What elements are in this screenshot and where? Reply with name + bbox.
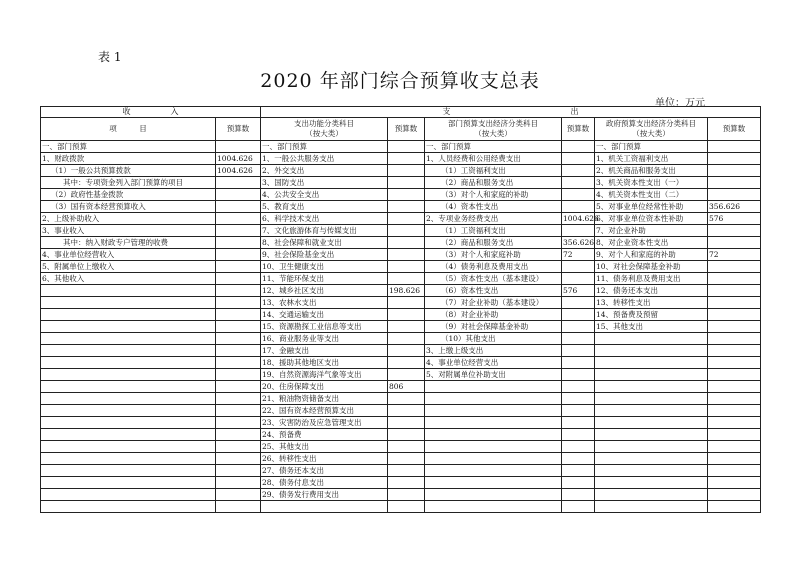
table-row (41, 429, 761, 441)
row-item-cell: 其中：纳入财政专户管理的收费 (41, 237, 216, 249)
row-amount-cell (708, 441, 761, 453)
row-item-cell: 5、教育支出 (261, 201, 388, 213)
row-item-cell (425, 489, 562, 501)
row-item-cell: 一、部门预算 (261, 141, 388, 153)
row-amount-cell (388, 405, 425, 417)
row-item-cell: 28、债务付息支出 (261, 477, 388, 489)
row-item-cell: 3、国防支出 (261, 177, 388, 189)
row-item-cell: 一、部门预算 (595, 141, 708, 153)
row-amount-cell (216, 237, 261, 249)
row-item-cell (41, 453, 216, 465)
table-row (41, 141, 761, 153)
header-row-columns (41, 118, 761, 141)
row-item-cell (425, 501, 562, 513)
row-item-cell: （8）对企业补助 (425, 309, 562, 321)
row-amount-cell (562, 429, 595, 441)
row-amount-cell (388, 333, 425, 345)
row-item-cell: （7）对企业补助（基本建设） (425, 297, 562, 309)
row-amount-cell (388, 441, 425, 453)
table-row (41, 261, 761, 273)
row-item-cell (41, 297, 216, 309)
row-amount-cell: 1004.626 (216, 153, 261, 165)
row-amount-cell (388, 249, 425, 261)
row-item-cell: 8、对企业资本性支出 (595, 237, 708, 249)
header-row-top (41, 107, 761, 118)
row-amount-cell (388, 237, 425, 249)
row-item-cell (425, 441, 562, 453)
row-item-cell: 12、债务还本支出 (595, 285, 708, 297)
row-amount-cell (388, 393, 425, 405)
row-amount-cell (562, 273, 595, 285)
row-item-cell: （3）国有资本经营预算收入 (41, 201, 216, 213)
row-item-cell (425, 405, 562, 417)
row-item-cell (595, 465, 708, 477)
row-amount-cell (388, 297, 425, 309)
row-amount-cell (216, 405, 261, 417)
table-label: 表 1 (98, 50, 122, 64)
row-amount-cell (216, 477, 261, 489)
row-amount-cell (562, 345, 595, 357)
row-amount-cell (216, 225, 261, 237)
row-item-cell: 10、卫生健康支出 (261, 261, 388, 273)
row-amount-cell (216, 201, 261, 213)
row-item-cell: 6、其他收入 (41, 273, 216, 285)
table-row (41, 393, 761, 405)
row-amount-cell (562, 417, 595, 429)
row-amount-cell: 576 (562, 285, 595, 297)
row-amount-cell (708, 393, 761, 405)
row-item-cell: 24、预备费 (261, 429, 388, 441)
row-amount-cell (708, 321, 761, 333)
row-amount-cell (708, 153, 761, 165)
row-item-cell: （6）资本性支出 (425, 285, 562, 297)
table-row (41, 333, 761, 345)
row-amount-cell (562, 357, 595, 369)
row-item-cell: 4、事业单位经营收入 (41, 249, 216, 261)
table-row (41, 201, 761, 213)
row-amount-cell (562, 297, 595, 309)
row-amount-cell (388, 489, 425, 501)
row-item-cell: 14、交通运输支出 (261, 309, 388, 321)
row-item-cell (595, 417, 708, 429)
income-header: 收 入 (41, 107, 261, 118)
row-amount-cell (562, 441, 595, 453)
row-amount-cell (388, 357, 425, 369)
row-amount-cell (388, 177, 425, 189)
unit-label: 单位：万元 (655, 98, 705, 109)
row-amount-cell (388, 453, 425, 465)
row-amount-cell (562, 405, 595, 417)
row-item-cell: （2）商品和服务支出 (425, 237, 562, 249)
row-amount-cell (388, 501, 425, 513)
table-row (41, 189, 761, 201)
row-amount-cell (388, 429, 425, 441)
row-item-cell: 6、对事业单位资本性补助 (595, 213, 708, 225)
table-row (41, 381, 761, 393)
table-row (41, 477, 761, 489)
table-row (41, 417, 761, 429)
row-amount-cell (562, 393, 595, 405)
row-item-cell (41, 417, 216, 429)
row-item-cell: （3）对个人和家庭补助 (425, 249, 562, 261)
row-item-cell (425, 381, 562, 393)
row-amount-cell (708, 501, 761, 513)
row-amount-cell (562, 225, 595, 237)
row-amount-cell (708, 489, 761, 501)
row-item-cell: 10、对社会保障基金补助 (595, 261, 708, 273)
row-item-cell (41, 441, 216, 453)
row-item-cell (261, 501, 388, 513)
expense-header: 支 出 (261, 107, 761, 118)
row-item-cell: （4）债务利息及费用支出 (425, 261, 562, 273)
table-row (41, 273, 761, 285)
row-amount-cell (708, 285, 761, 297)
row-amount-cell (388, 213, 425, 225)
row-item-cell: 20、住房保障支出 (261, 381, 388, 393)
table-row (41, 489, 761, 501)
row-amount-cell (562, 309, 595, 321)
row-item-cell (595, 381, 708, 393)
row-item-cell: 7、文化旅游体育与传媒支出 (261, 225, 388, 237)
row-amount-cell (562, 189, 595, 201)
row-item-cell (41, 477, 216, 489)
row-amount-cell (708, 237, 761, 249)
row-item-cell: 9、社会保险基金支出 (261, 249, 388, 261)
row-amount-cell (708, 189, 761, 201)
row-amount-cell (216, 189, 261, 201)
row-item-cell: 15、其他支出 (595, 321, 708, 333)
row-amount-cell (388, 153, 425, 165)
row-amount-cell (708, 429, 761, 441)
row-amount-cell (708, 273, 761, 285)
row-item-cell (425, 453, 562, 465)
table-row (41, 501, 761, 513)
row-item-cell: （1）工资福利支出 (425, 225, 562, 237)
row-item-cell (595, 357, 708, 369)
table-row (41, 465, 761, 477)
row-item-cell: 1、财政拨款 (41, 153, 216, 165)
row-amount-cell: 806 (388, 381, 425, 393)
row-amount-cell (388, 465, 425, 477)
row-item-cell: 17、金融支出 (261, 345, 388, 357)
table-row (41, 249, 761, 261)
amount-header: 预算数 (388, 118, 425, 141)
row-item-cell: 3、上缴上级支出 (425, 345, 562, 357)
row-item-cell: （10）其他支出 (425, 333, 562, 345)
row-amount-cell (216, 297, 261, 309)
row-amount-cell (216, 417, 261, 429)
row-item-cell: 7、对企业补助 (595, 225, 708, 237)
row-amount-cell (216, 501, 261, 513)
row-item-cell: 2、专项业务经费支出 (425, 213, 562, 225)
row-amount-cell (562, 261, 595, 273)
row-item-cell (595, 429, 708, 441)
row-item-cell (595, 369, 708, 381)
budget-summary-table (40, 106, 761, 513)
row-item-cell (595, 501, 708, 513)
row-item-cell (595, 441, 708, 453)
table-row (41, 369, 761, 381)
row-item-cell: 11、节能环保支出 (261, 273, 388, 285)
row-item-cell: 22、国有资本经营预算支出 (261, 405, 388, 417)
row-amount-cell: 198.626 (388, 285, 425, 297)
row-amount-cell (216, 213, 261, 225)
row-amount-cell (708, 381, 761, 393)
row-item-cell (595, 477, 708, 489)
row-amount-cell (708, 465, 761, 477)
row-amount-cell (708, 345, 761, 357)
row-amount-cell (216, 381, 261, 393)
row-item-cell: 1、一般公共服务支出 (261, 153, 388, 165)
table-row (41, 165, 761, 177)
row-item-cell: （1）工资福利支出 (425, 165, 562, 177)
row-amount-cell (562, 333, 595, 345)
row-item-cell: 16、商业服务业等支出 (261, 333, 388, 345)
row-item-cell (41, 333, 216, 345)
row-amount-cell (216, 429, 261, 441)
row-item-cell: 8、社会保障和就业支出 (261, 237, 388, 249)
row-item-cell (41, 369, 216, 381)
table-row (41, 177, 761, 189)
row-amount-cell (216, 273, 261, 285)
document-title: 2020 年部门综合预算收支总表 (260, 70, 540, 92)
row-item-cell: （4）资本性支出 (425, 201, 562, 213)
row-item-cell: （1）一般公共预算拨款 (41, 165, 216, 177)
row-amount-cell (216, 141, 261, 153)
row-amount-cell (216, 321, 261, 333)
row-amount-cell (562, 381, 595, 393)
row-amount-cell (216, 357, 261, 369)
row-amount-cell (216, 453, 261, 465)
row-amount-cell (216, 177, 261, 189)
table-row (41, 237, 761, 249)
table-row (41, 153, 761, 165)
row-item-cell: （3）对个人和家庭的补助 (425, 189, 562, 201)
row-amount-cell (388, 417, 425, 429)
row-amount-cell (562, 465, 595, 477)
row-item-cell: 一、部门预算 (425, 141, 562, 153)
row-amount-cell (708, 297, 761, 309)
row-amount-cell (216, 249, 261, 261)
row-amount-cell (388, 201, 425, 213)
row-item-cell (595, 405, 708, 417)
row-amount-cell (216, 261, 261, 273)
row-item-cell (41, 345, 216, 357)
row-item-cell: 4、事业单位经营支出 (425, 357, 562, 369)
row-item-cell (595, 453, 708, 465)
row-item-cell (41, 309, 216, 321)
row-item-cell (595, 489, 708, 501)
row-amount-cell (708, 357, 761, 369)
row-item-cell: 25、其他支出 (261, 441, 388, 453)
item-header: 项 目 (41, 118, 216, 141)
func-class-header: 支出功能分类科目 （按大类） (261, 118, 388, 141)
table-row (41, 285, 761, 297)
row-item-cell: 11、债务利息及费用支出 (595, 273, 708, 285)
table-row (41, 405, 761, 417)
row-amount-cell (388, 477, 425, 489)
row-amount-cell (708, 261, 761, 273)
row-item-cell: （5）资本性支出（基本建设） (425, 273, 562, 285)
table-body (41, 141, 761, 513)
dept-econ-header: 部门预算支出经济分类科目 （按大类） (425, 118, 562, 141)
row-item-cell (595, 333, 708, 345)
row-item-cell (425, 429, 562, 441)
row-item-cell: 1、人员经费和公用经费支出 (425, 153, 562, 165)
row-item-cell: 4、机关资本性支出（二） (595, 189, 708, 201)
row-amount-cell: 356.626 (563, 238, 595, 247)
row-amount-cell (708, 417, 761, 429)
row-item-cell (425, 477, 562, 489)
row-amount-cell (388, 345, 425, 357)
row-amount-cell (562, 153, 595, 165)
row-amount-cell (562, 477, 595, 489)
row-amount-cell (388, 321, 425, 333)
row-item-cell: 5、对事业单位经常性补助 (595, 201, 708, 213)
row-amount-cell (562, 453, 595, 465)
row-item-cell (41, 381, 216, 393)
row-item-cell: 2、机关商品和服务支出 (595, 165, 708, 177)
table-row (41, 357, 761, 369)
row-amount-cell (216, 345, 261, 357)
row-item-cell: 15、资源勘探工业信息等支出 (261, 321, 388, 333)
row-item-cell: （9）对社会保障基金补助 (425, 321, 562, 333)
row-amount-cell (708, 141, 761, 153)
row-amount-cell (708, 405, 761, 417)
row-amount-cell: 356.626 (708, 201, 761, 213)
row-item-cell: （2）商品和服务支出 (425, 177, 562, 189)
row-amount-cell (562, 501, 595, 513)
row-item-cell: 3、机关资本性支出（一） (595, 177, 708, 189)
row-item-cell (595, 345, 708, 357)
row-item-cell (425, 393, 562, 405)
row-amount-cell (216, 333, 261, 345)
row-item-cell: 1、机关工资福利支出 (595, 153, 708, 165)
row-item-cell: （2）政府性基金拨款 (41, 189, 216, 201)
row-amount-cell (388, 261, 425, 273)
row-amount-cell (216, 369, 261, 381)
row-item-cell: 一、部门预算 (41, 141, 216, 153)
row-amount-cell (562, 489, 595, 501)
row-amount-cell (708, 309, 761, 321)
row-amount-cell (388, 225, 425, 237)
row-item-cell: 14、预备费及预留 (595, 309, 708, 321)
amount-header: 预算数 (708, 118, 761, 141)
row-amount-cell (708, 453, 761, 465)
row-amount-cell (216, 489, 261, 501)
row-amount-cell (388, 309, 425, 321)
row-item-cell (41, 489, 216, 501)
row-item-cell (41, 429, 216, 441)
row-item-cell (595, 393, 708, 405)
table-row (41, 345, 761, 357)
row-amount-cell: 1004.626 (563, 214, 599, 223)
row-amount-cell: 72 (708, 249, 761, 261)
row-item-cell: 27、债务还本支出 (261, 465, 388, 477)
row-item-cell: 3、事业收入 (41, 225, 216, 237)
row-item-cell: 26、转移性支出 (261, 453, 388, 465)
row-item-cell (41, 357, 216, 369)
row-amount-cell (708, 477, 761, 489)
row-item-cell (425, 417, 562, 429)
row-item-cell: 13、转移性支出 (595, 297, 708, 309)
row-item-cell (41, 465, 216, 477)
row-amount-cell (708, 369, 761, 381)
row-amount-cell (562, 201, 595, 213)
row-amount-cell (388, 189, 425, 201)
amount-header: 预算数 (216, 118, 261, 141)
row-amount-cell (216, 441, 261, 453)
row-item-cell: 5、附属单位上缴收入 (41, 261, 216, 273)
row-item-cell: 2、外交支出 (261, 165, 388, 177)
row-amount-cell (388, 273, 425, 285)
row-amount-cell (388, 165, 425, 177)
row-amount-cell (562, 321, 595, 333)
row-item-cell: 4、公共安全支出 (261, 189, 388, 201)
row-amount-cell (708, 225, 761, 237)
row-item-cell: 21、粮油物资储备支出 (261, 393, 388, 405)
row-amount-cell (216, 393, 261, 405)
row-amount-cell (562, 141, 595, 153)
row-amount-cell (388, 141, 425, 153)
row-item-cell: 2、上级补助收入 (41, 213, 216, 225)
row-amount-cell (216, 465, 261, 477)
table-row (41, 309, 761, 321)
row-item-cell (41, 501, 216, 513)
row-amount-cell (216, 285, 261, 297)
row-item-cell: 6、科学技术支出 (261, 213, 388, 225)
row-amount-cell (216, 309, 261, 321)
table-row (41, 225, 761, 237)
row-amount-cell (562, 369, 595, 381)
row-item-cell: 5、对附属单位补助支出 (425, 369, 562, 381)
row-amount-cell (708, 177, 761, 189)
table-row (41, 213, 761, 225)
row-amount-cell (708, 165, 761, 177)
row-amount-cell (562, 165, 595, 177)
row-item-cell (41, 405, 216, 417)
row-item-cell: 9、对个人和家庭的补助 (595, 249, 708, 261)
row-amount-cell (562, 177, 595, 189)
gov-econ-header: 政府预算支出经济分类科目 （按大类） (595, 118, 708, 141)
row-item-cell: 23、灾害防治及应急管理支出 (261, 417, 388, 429)
table-row (41, 321, 761, 333)
row-amount-cell: 576 (708, 213, 761, 225)
row-amount-cell: 72 (562, 249, 595, 261)
row-item-cell: 其中：专项资金列入部门预算的项目 (41, 177, 216, 189)
row-item-cell (41, 285, 216, 297)
amount-header: 预算数 (562, 118, 595, 141)
table-row (41, 297, 761, 309)
row-item-cell: 19、自然资源海洋气象等支出 (261, 369, 388, 381)
row-item-cell (41, 393, 216, 405)
row-item-cell: 18、援助其他地区支出 (261, 357, 388, 369)
table-row (41, 453, 761, 465)
row-item-cell (41, 321, 216, 333)
row-amount-cell (388, 369, 425, 381)
row-item-cell (425, 465, 562, 477)
row-amount-cell: 1004.626 (216, 165, 261, 177)
table-row (41, 441, 761, 453)
row-item-cell: 12、城乡社区支出 (261, 285, 388, 297)
row-amount-cell (708, 333, 761, 345)
row-item-cell: 13、农林水支出 (261, 297, 388, 309)
row-item-cell: 29、债务发行费用支出 (261, 489, 388, 501)
